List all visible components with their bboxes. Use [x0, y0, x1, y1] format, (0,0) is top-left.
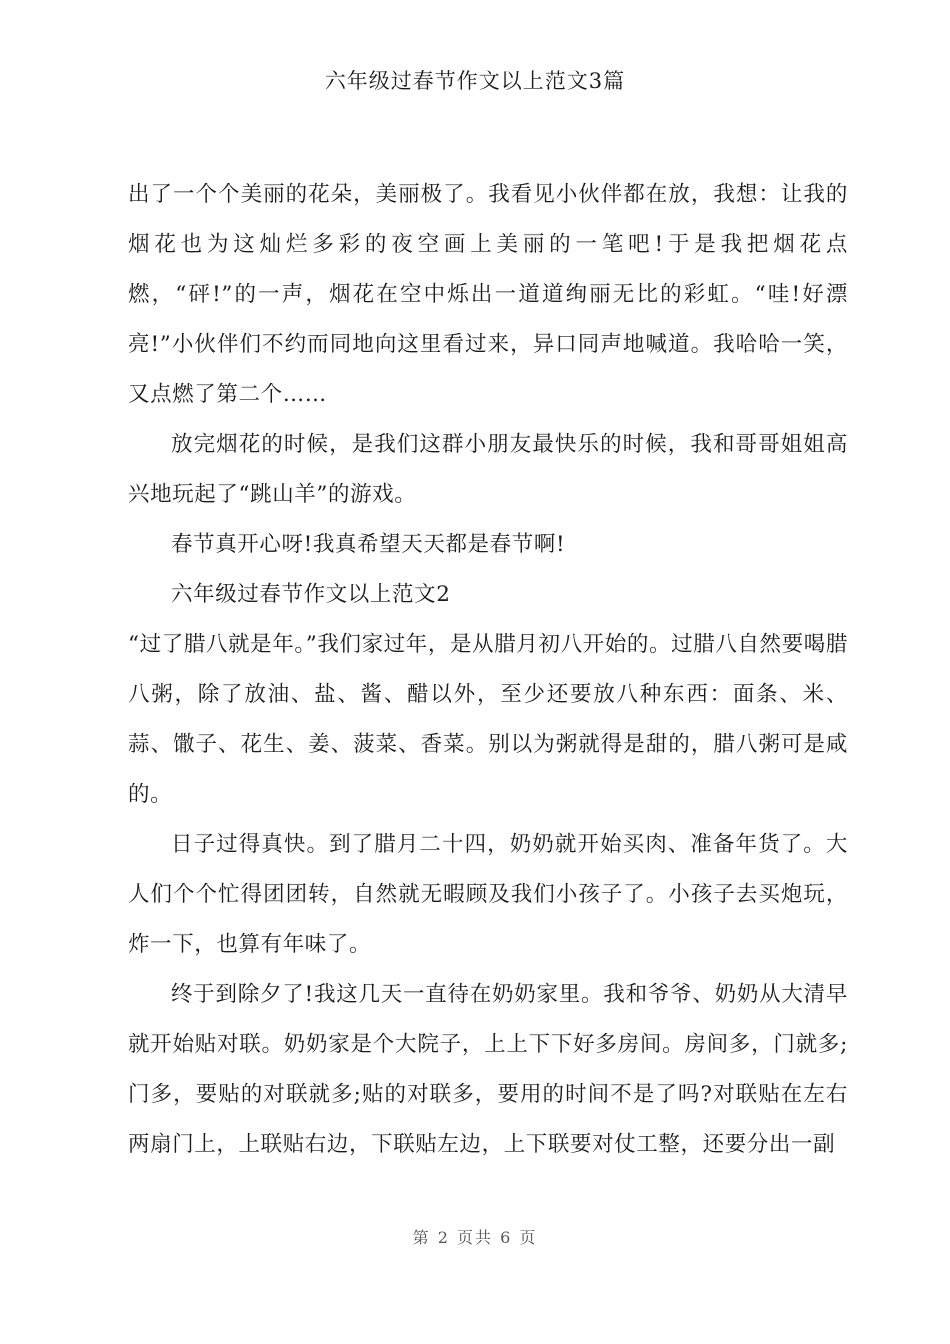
paragraph-6: 日子过得真快。到了腊月二十四，奶奶就开始买肉、准备年货了。大人们个个忙得团团转，自然就无暇顾及我们小孩子了。小孩子去买炮玩，炸一下，也算有年味了。 [128, 832, 848, 957]
paragraph-5: “过了腊八就是年。”我们家过年，是从腊月初八开始的。过腊八自然要喝腊八粥，除了放油、盐、酱、醋以外，至少还要放八种东西：面条、米、蒜、馓子、花生、姜、菠菜、香菜。别以为粥就得是甜的，腊八粥可是咸的。 [128, 632, 848, 807]
paragraph-2: 放完烟花的时候，是我们这群小朋友最快乐的时候，我和哥哥姐姐高兴地玩起了“跳山羊”的游戏。 [128, 432, 848, 507]
page-title: 六年级过春节作文以上范文3篇 [324, 69, 626, 93]
paragraph-7: 终于到除夕了!我这几天一直待在奶奶家里。我和爷爷、奶奶从大清早就开始贴对联。奶奶家是个大院子，上上下下好多房间。房间多，门就多;门多，要贴的对联就多;贴的对联多，要用的时间不是了吗?对联贴在左右两扇门上，上联贴右边，下联贴左边，上下联要对仗工整，还要分出一副 [128, 982, 848, 1157]
page-number: 第 2 页共 6 页 [412, 1228, 538, 1247]
section-heading: 六年级过春节作文以上范文2 [171, 582, 451, 607]
paragraph-3: 春节真开心呀!我真希望天天都是春节啊! [171, 532, 566, 557]
paragraph-1: 出了一个个美丽的花朵，美丽极了。我看见小伙伴都在放，我想：让我的烟花也为这灿烂多彩的夜空画上美丽的一笔吧!于是我把烟花点燃，“砰!”的一声，烟花在空中烁出一道道绚丽无比的彩虹。“哇!好漂亮!”小伙伴们不约而同地向这里看过来，异口同声地喊道。我哈哈一笑，又点燃了第二个…… [128, 182, 848, 407]
article-body [128, 170, 848, 1170]
